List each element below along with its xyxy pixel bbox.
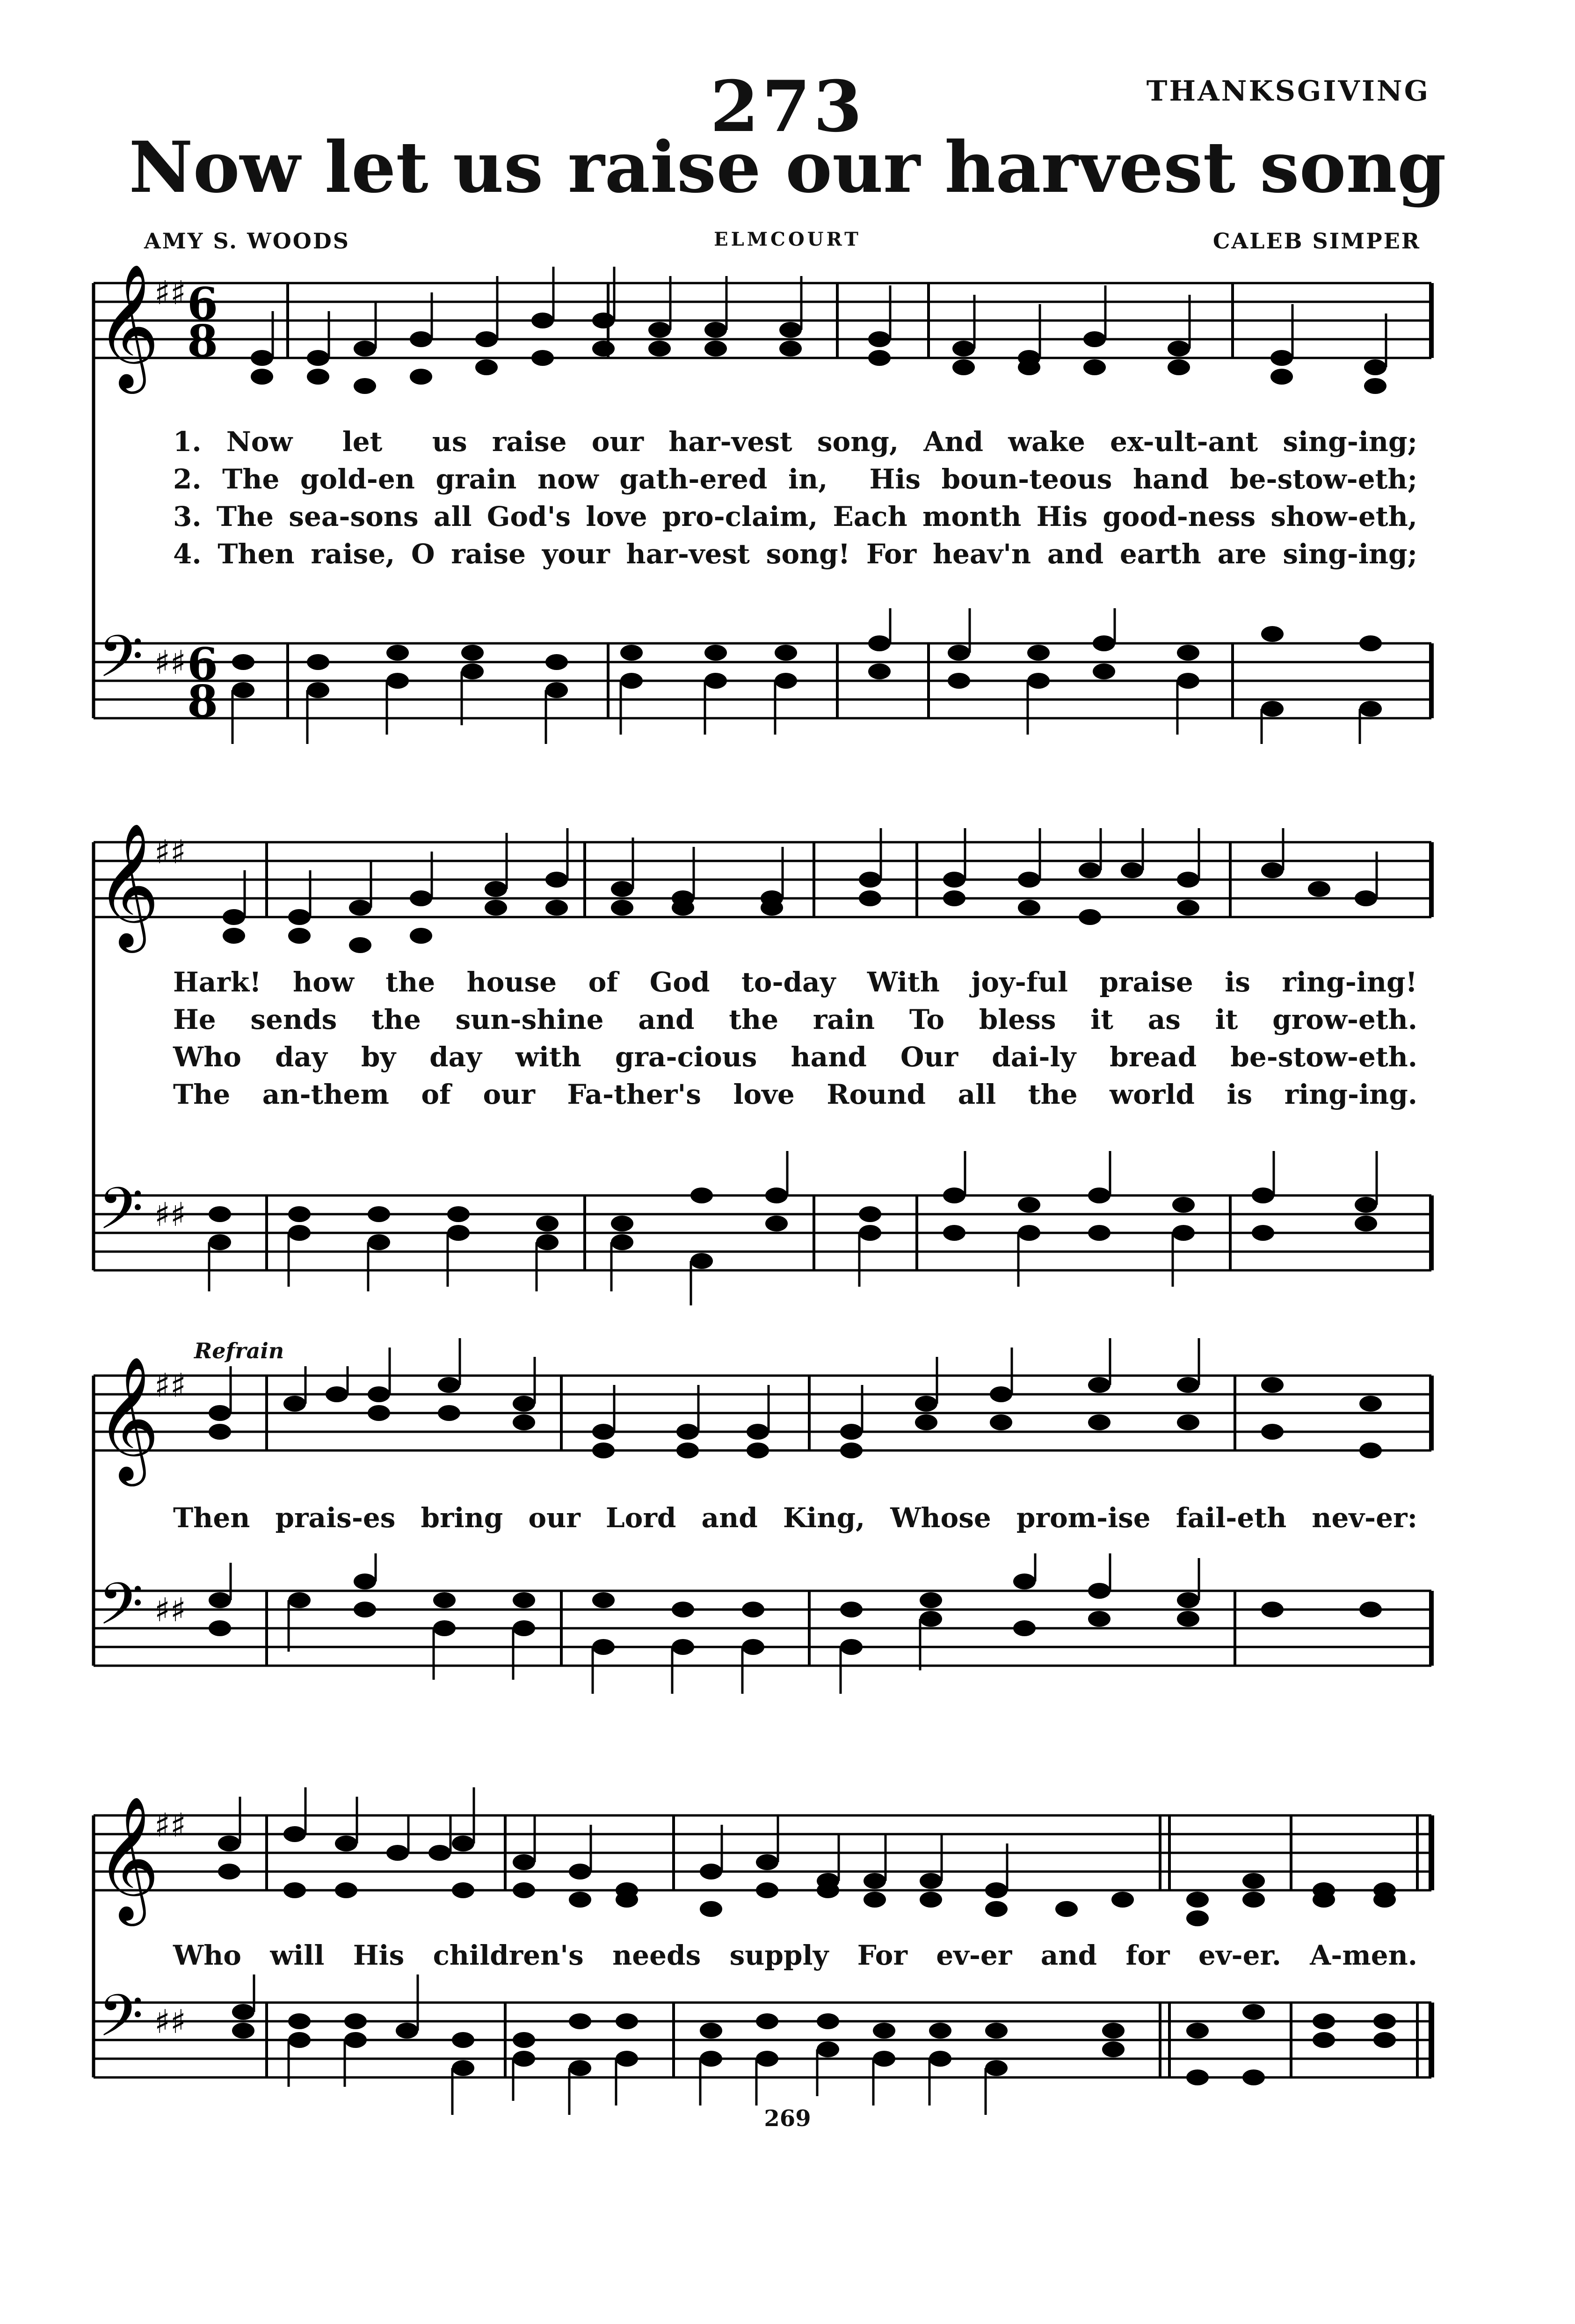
bass-stems [231,1553,1199,1694]
hymn-title: Now let us raise our harvest song [129,126,1446,209]
time-signature-top: 6 [187,278,218,330]
bass-notes [232,2004,1396,2085]
treble-stems [245,828,1377,917]
verse-1-line-2: Hark! how the house of God to-day With joy-ful praise is ring-ing! [173,966,1417,998]
bass-stems [209,1151,1377,1305]
time-signature-top: 6 [187,638,218,690]
bass-clef-icon: 𝄢 [98,623,144,705]
verse-3-line-1: 3. The sea-sons all God's love pro-claim, Each month His good-ness show-eth, [173,501,1417,532]
treble-stems [240,1787,1007,1890]
page-number: 269 [764,2105,811,2132]
time-signature-bottom: 8 [187,676,218,728]
treble-notes [223,862,1377,953]
verse-1-line-1: 1. Now let us raise our har-vest song, And wake ex-ult-ant sing-ing; [173,426,1417,458]
bass-notes [232,626,1382,717]
treble-stems [273,267,1386,367]
key-signature-sharp-icon: ♯♯ [154,2002,186,2041]
key-signature-sharp-icon: ♯♯ [154,1195,186,1234]
key-signature-sharp-icon: ♯♯ [154,273,186,312]
treble-notes [218,1826,1396,1926]
treble-clef-icon: 𝄞 [96,1356,160,1481]
bass-stems [232,608,1360,744]
author-credit: AMY S. WOODS [144,228,350,254]
treble-staff [94,1815,1431,1890]
bass-clef-icon: 𝄢 [98,1571,144,1652]
refrain-line-1: Then prais-es bring our Lord and King, Whose prom-ise fail-eth nev-er: [173,1502,1417,1534]
bass-staff [94,1195,1431,1270]
verse-2-line-2: He sends the sun-shine and the rain To bless it as it grow-eth. [173,1004,1417,1035]
verse-2-line-1: 2. The gold-en grain now gath-ered in, His boun-teous hand be-stow-eth; [173,463,1417,495]
verse-4-line-2: The an-them of our Fa-ther's love Round all the world is ring-ing. [173,1078,1417,1110]
bass-notes [209,1574,1382,1655]
key-signature-sharp-icon: ♯♯ [154,832,186,871]
hymn-category: THANKSGIVING [1146,75,1430,108]
treble-stems [231,1338,1199,1432]
key-signature-sharp-icon: ♯♯ [154,643,186,682]
treble-notes [251,313,1386,394]
key-signature-sharp-icon: ♯♯ [154,1590,186,1629]
bass-stems [254,1974,986,2115]
time-signature-bottom: 8 [187,315,218,367]
hymn-number: 273 [710,66,865,148]
bass-notes [209,1187,1377,1269]
treble-clef-icon: 𝄞 [96,823,160,947]
bass-staff [94,2003,1431,2077]
composer-credit: CALEB SIMPER [1212,228,1421,254]
treble-notes [209,1377,1382,1458]
verse-4-line-1: 4. Then raise, O raise your har-vest song! For heav'n and earth are sing-ing; [173,538,1417,570]
bass-staff [94,643,1431,718]
treble-clef-icon: 𝄞 [96,263,160,388]
treble-staff [94,1376,1431,1450]
treble-staff [94,283,1431,358]
treble-staff [94,842,1431,917]
bass-clef-icon: 𝄢 [98,1982,144,2064]
key-signature-sharp-icon: ♯♯ [154,1806,186,1844]
refrain-label: Refrain [194,1338,284,1363]
tune-name: ELMCOURT [714,228,861,250]
verse-3-line-2: Who day by day with gra-cious hand Our dai-ly bread be-stow-eth. [173,1041,1417,1073]
key-signature-sharp-icon: ♯♯ [154,1366,186,1405]
treble-clef-icon: 𝄞 [96,1796,160,1921]
refrain-line-2: Who will His children's needs supply For ev-er and for ev-er. A-men. [173,1939,1417,1971]
bass-staff [94,1591,1431,1666]
bass-clef-icon: 𝄢 [98,1175,144,1257]
